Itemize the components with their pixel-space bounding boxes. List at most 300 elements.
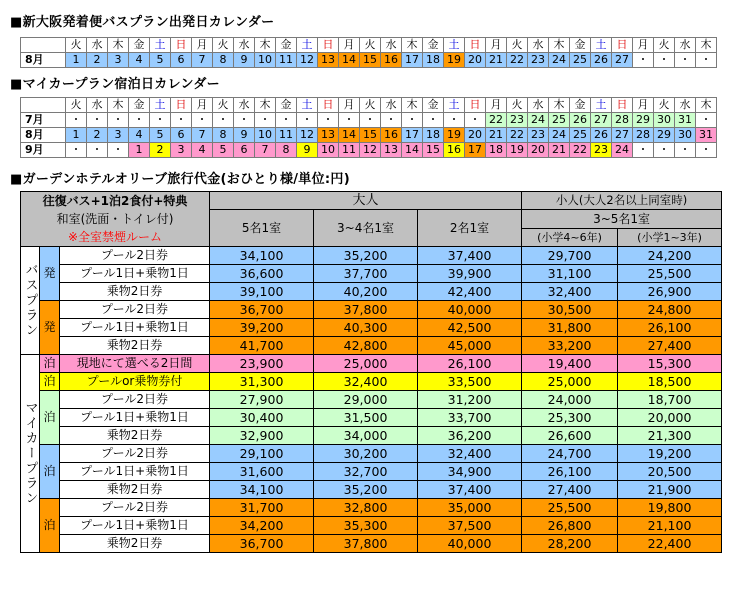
calendar-day-cell: 29: [633, 113, 654, 128]
price-cell: 41,700: [210, 337, 314, 355]
price-row: [21, 535, 722, 553]
price-cell: 34,100: [210, 481, 314, 499]
price-cell: 26,100: [522, 463, 618, 481]
price-cell: 18,700: [618, 391, 722, 409]
price-table-title: ■ガーデンホテルオリーブ旅行代金(おひとり様/単位:円): [10, 172, 350, 187]
price-cell: 20,000: [618, 409, 722, 427]
price-row: [21, 391, 722, 409]
weekday-cell: 金: [423, 38, 444, 53]
calendar-month-row: [21, 143, 717, 158]
price-cell: 31,800: [522, 319, 618, 337]
weekday-cell: 火: [360, 98, 381, 113]
calendar-day-cell: 1: [129, 143, 150, 158]
weekday-cell: 土: [444, 98, 465, 113]
bus-calendar-table: [20, 37, 717, 68]
calendar-day-cell: 13: [318, 53, 339, 68]
calendar-day-cell: 14: [402, 143, 423, 158]
weekday-cell: 土: [297, 38, 318, 53]
adult-room-header-3: 2名1室: [418, 210, 522, 247]
price-cell: 25,000: [314, 355, 418, 373]
calendar-day-cell: 11: [276, 128, 297, 143]
price-cell: 31,300: [210, 373, 314, 391]
calendar-day-cell: ・: [276, 113, 297, 128]
price-cell: 39,200: [210, 319, 314, 337]
price-row: [21, 355, 722, 373]
price-cell: 37,800: [314, 535, 418, 553]
price-cell: 32,400: [522, 283, 618, 301]
calendar-day-cell: ・: [150, 113, 171, 128]
weekday-cell: 木: [255, 98, 276, 113]
calendar-day-cell: ・: [192, 113, 213, 128]
calendar-day-cell: ・: [108, 143, 129, 158]
calendar-day-cell: ・: [213, 113, 234, 128]
calendar-day-cell: 24: [549, 53, 570, 68]
weekday-cell: 木: [108, 38, 129, 53]
calendar-day-cell: 23: [528, 53, 549, 68]
weekday-cell: 金: [423, 98, 444, 113]
calendar-day-cell: 17: [402, 53, 423, 68]
weekday-cell: 水: [381, 38, 402, 53]
weekday-cell: 水: [381, 98, 402, 113]
child-grade-header-1: (小学4~6年): [522, 229, 618, 247]
calendar-month-row: [21, 113, 717, 128]
calendar-month-row: [21, 128, 717, 143]
price-cell: 24,200: [618, 247, 722, 265]
price-cell: 33,200: [522, 337, 618, 355]
calendar-day-cell: 22: [486, 113, 507, 128]
calendar-day-cell: 11: [339, 143, 360, 158]
weekday-cell: 木: [402, 38, 423, 53]
adult-room-header-2: 3~4名1室: [314, 210, 418, 247]
calendar-day-cell: 13: [318, 128, 339, 143]
calendar-day-cell: ・: [675, 53, 696, 68]
weekday-cell: 月: [192, 98, 213, 113]
calendar-day-cell: 24: [528, 113, 549, 128]
calendar-day-cell: ・: [633, 53, 654, 68]
calendar-day-cell: 10: [318, 143, 339, 158]
price-cell: 36,200: [418, 427, 522, 445]
calendar-day-cell: 23: [528, 128, 549, 143]
child-room-header: 3~5名1室: [522, 210, 722, 229]
calendar-day-cell: 31: [675, 113, 696, 128]
stay-mark: 泊: [40, 445, 60, 499]
calendar-day-cell: 23: [591, 143, 612, 158]
calendar-day-cell: 6: [234, 143, 255, 158]
ticket-label: 乗物2日券: [60, 481, 210, 499]
calendar-day-cell: 15: [360, 128, 381, 143]
calendar-day-cell: ・: [444, 113, 465, 128]
ticket-label: 乗物2日券: [60, 283, 210, 301]
calendar-day-cell: 12: [360, 143, 381, 158]
adult-room-header-1: 5名1室: [210, 210, 314, 247]
calendar-day-cell: ・: [654, 53, 675, 68]
price-cell: 37,500: [418, 517, 522, 535]
calendar-day-cell: ・: [633, 143, 654, 158]
calendar-day-cell: 1: [66, 53, 87, 68]
calendar-day-cell: ・: [66, 143, 87, 158]
calendar-day-cell: 21: [486, 128, 507, 143]
price-row: [21, 265, 722, 283]
price-cell: 33,500: [418, 373, 522, 391]
price-row: [21, 409, 722, 427]
weekday-cell: 日: [612, 98, 633, 113]
price-cell: 34,100: [210, 247, 314, 265]
price-row: [21, 517, 722, 535]
weekday-cell: 月: [339, 38, 360, 53]
ticket-label: プール1日+乗物1日: [60, 409, 210, 427]
calendar-day-cell: 22: [570, 143, 591, 158]
plan-description-header: [21, 192, 210, 247]
calendar-day-cell: 18: [423, 128, 444, 143]
departure-mark: 発: [40, 247, 60, 301]
weekday-cell: 土: [591, 98, 612, 113]
price-cell: 32,800: [314, 499, 418, 517]
calendar-day-cell: 5: [150, 128, 171, 143]
calendar-day-cell: ・: [339, 113, 360, 128]
child-header: 小人(大人2名以上同室時): [522, 192, 722, 210]
bus-calendar-title: ■新大阪発着便バスプラン出発日カレンダー: [10, 15, 275, 30]
price-row: [21, 319, 722, 337]
calendar-day-cell: ・: [129, 113, 150, 128]
calendar-day-cell: 15: [423, 143, 444, 158]
price-cell: 29,700: [522, 247, 618, 265]
calendar-day-cell: 3: [171, 143, 192, 158]
weekday-cell: 水: [87, 38, 108, 53]
price-cell: 37,700: [314, 265, 418, 283]
calendar-day-cell: 22: [507, 53, 528, 68]
weekday-cell: 火: [507, 98, 528, 113]
price-cell: 27,400: [522, 481, 618, 499]
calendar-day-cell: ・: [66, 113, 87, 128]
price-cell: 27,900: [210, 391, 314, 409]
departure-mark: 発: [40, 301, 60, 355]
calendar-day-cell: 25: [570, 53, 591, 68]
weekday-cell: 木: [696, 38, 717, 53]
weekday-cell: 水: [87, 98, 108, 113]
weekday-cell: 月: [633, 38, 654, 53]
car-calendar-title: ■マイカープラン宿泊日カレンダー: [10, 77, 220, 92]
price-cell: 27,400: [618, 337, 722, 355]
weekday-cell: 土: [150, 98, 171, 113]
calendar-day-cell: 4: [129, 128, 150, 143]
weekday-cell: 金: [129, 98, 150, 113]
calendar-day-cell: ・: [234, 113, 255, 128]
weekday-cell: 金: [570, 38, 591, 53]
calendar-day-cell: ・: [696, 53, 717, 68]
weekday-cell: 土: [297, 98, 318, 113]
calendar-day-cell: ・: [108, 113, 129, 128]
weekday-cell: 火: [66, 98, 87, 113]
weekday-cell: 日: [612, 38, 633, 53]
ticket-label: プール2日券: [60, 391, 210, 409]
calendar-day-cell: 12: [297, 128, 318, 143]
price-cell: 21,300: [618, 427, 722, 445]
price-cell: 26,900: [618, 283, 722, 301]
calendar-day-cell: 3: [108, 53, 129, 68]
price-row: [21, 283, 722, 301]
price-cell: 39,900: [418, 265, 522, 283]
ticket-label: 乗物2日券: [60, 427, 210, 445]
calendar-day-cell: 6: [171, 128, 192, 143]
calendar-day-cell: 27: [612, 128, 633, 143]
calendar-day-cell: 19: [444, 128, 465, 143]
calendar-day-cell: 17: [465, 143, 486, 158]
month-label: 8月: [21, 53, 66, 68]
ticket-label: プール1日+乗物1日: [60, 319, 210, 337]
calendar-day-cell: 6: [171, 53, 192, 68]
price-cell: 31,200: [418, 391, 522, 409]
weekday-cell: 日: [465, 38, 486, 53]
adult-header: 大人: [210, 192, 522, 210]
calendar-day-cell: 30: [654, 113, 675, 128]
calendar-corner: [21, 38, 66, 53]
price-cell: 21,900: [618, 481, 722, 499]
price-cell: 20,500: [618, 463, 722, 481]
price-cell: 31,500: [314, 409, 418, 427]
calendar-day-cell: 14: [339, 128, 360, 143]
price-cell: 37,400: [418, 247, 522, 265]
price-cell: 23,900: [210, 355, 314, 373]
calendar-day-cell: 9: [297, 143, 318, 158]
calendar-day-cell: 16: [444, 143, 465, 158]
calendar-day-cell: ・: [360, 113, 381, 128]
weekday-cell: 月: [486, 38, 507, 53]
calendar-day-cell: 19: [444, 53, 465, 68]
calendar-day-cell: ・: [255, 113, 276, 128]
calendar-day-cell: ・: [423, 113, 444, 128]
calendar-day-cell: 3: [108, 128, 129, 143]
weekday-cell: 木: [402, 98, 423, 113]
weekday-cell: 木: [108, 98, 129, 113]
price-cell: 26,800: [522, 517, 618, 535]
price-cell: 19,800: [618, 499, 722, 517]
ticket-label: プール2日券: [60, 445, 210, 463]
month-label: 7月: [21, 113, 66, 128]
calendar-day-cell: 23: [507, 113, 528, 128]
calendar-day-cell: 4: [129, 53, 150, 68]
price-cell: 35,300: [314, 517, 418, 535]
weekday-cell: 水: [528, 38, 549, 53]
price-cell: 29,000: [314, 391, 418, 409]
price-cell: 39,100: [210, 283, 314, 301]
price-cell: 25,300: [522, 409, 618, 427]
ticket-label: 乗物2日券: [60, 535, 210, 553]
child-grade-header-2: (小学1~3年): [618, 229, 722, 247]
price-cell: 22,400: [618, 535, 722, 553]
price-cell: 15,300: [618, 355, 722, 373]
weekday-cell: 木: [549, 38, 570, 53]
price-row: [21, 445, 722, 463]
weekday-cell: 金: [276, 38, 297, 53]
weekday-cell: 月: [633, 98, 654, 113]
calendar-day-cell: 21: [549, 143, 570, 158]
price-cell: 30,200: [314, 445, 418, 463]
calendar-day-cell: 21: [486, 53, 507, 68]
price-cell: 31,700: [210, 499, 314, 517]
calendar-day-cell: ・: [87, 113, 108, 128]
calendar-corner: [21, 98, 66, 113]
calendar-day-cell: ・: [675, 143, 696, 158]
calendar-day-cell: ・: [318, 113, 339, 128]
calendar-day-cell: 7: [255, 143, 276, 158]
weekday-cell: 日: [171, 38, 192, 53]
calendar-day-cell: ・: [402, 113, 423, 128]
calendar-day-cell: 26: [591, 128, 612, 143]
price-cell: 24,000: [522, 391, 618, 409]
calendar-day-cell: 5: [213, 143, 234, 158]
weekday-cell: 水: [234, 38, 255, 53]
weekday-cell: 木: [255, 38, 276, 53]
price-row: [21, 499, 722, 517]
price-cell: 42,500: [418, 319, 522, 337]
calendar-day-cell: 5: [150, 53, 171, 68]
calendar-day-cell: 19: [507, 143, 528, 158]
weekday-cell: 木: [549, 98, 570, 113]
calendar-day-cell: 22: [507, 128, 528, 143]
weekday-cell: 日: [318, 38, 339, 53]
price-row: [21, 463, 722, 481]
weekday-cell: 土: [150, 38, 171, 53]
calendar-day-cell: ・: [297, 113, 318, 128]
weekday-cell: 金: [276, 98, 297, 113]
ticket-label: 乗物2日券: [60, 337, 210, 355]
calendar-day-cell: ・: [465, 113, 486, 128]
ticket-label: プール1日+乗物1日: [60, 265, 210, 283]
price-row: [21, 337, 722, 355]
price-cell: 30,500: [522, 301, 618, 319]
weekday-cell: 月: [486, 98, 507, 113]
plan-description-line2: 和室(洗面・トイレ付): [56, 212, 174, 226]
calendar-day-cell: 10: [255, 128, 276, 143]
price-cell: 35,000: [418, 499, 522, 517]
calendar-day-cell: 20: [465, 128, 486, 143]
bus-plan-label: バスプラン: [21, 247, 40, 355]
calendar-day-cell: 9: [234, 53, 255, 68]
price-cell: 32,400: [314, 373, 418, 391]
ticket-label: 現地にて選べる2日間: [60, 355, 210, 373]
price-cell: 31,600: [210, 463, 314, 481]
stay-mark: 泊: [40, 355, 60, 373]
calendar-day-cell: 2: [87, 128, 108, 143]
price-cell: 36,700: [210, 301, 314, 319]
weekday-cell: 火: [66, 38, 87, 53]
price-table: [20, 191, 722, 553]
calendar-day-cell: ・: [654, 143, 675, 158]
ticket-label: プール2日券: [60, 247, 210, 265]
calendar-day-cell: 16: [381, 128, 402, 143]
price-cell: 40,200: [314, 283, 418, 301]
price-cell: 29,100: [210, 445, 314, 463]
calendar-day-cell: 18: [486, 143, 507, 158]
calendar-day-cell: ・: [87, 143, 108, 158]
ticket-label: プール1日+乗物1日: [60, 517, 210, 535]
calendar-day-cell: 7: [192, 128, 213, 143]
calendar-day-cell: 20: [528, 143, 549, 158]
calendar-day-cell: ・: [696, 113, 717, 128]
price-cell: 42,400: [418, 283, 522, 301]
ticket-label: プール1日+乗物1日: [60, 463, 210, 481]
weekday-cell: 火: [507, 38, 528, 53]
calendar-day-cell: 8: [213, 53, 234, 68]
calendar-day-cell: 11: [276, 53, 297, 68]
calendar-day-cell: 2: [87, 53, 108, 68]
price-cell: 40,000: [418, 301, 522, 319]
weekday-cell: 金: [129, 38, 150, 53]
weekday-cell: 火: [654, 98, 675, 113]
price-cell: 24,800: [618, 301, 722, 319]
price-cell: 32,700: [314, 463, 418, 481]
price-cell: 32,400: [418, 445, 522, 463]
weekday-cell: 土: [444, 38, 465, 53]
price-row: [21, 301, 722, 319]
calendar-day-cell: 4: [192, 143, 213, 158]
calendar-day-cell: 13: [381, 143, 402, 158]
weekday-cell: 水: [528, 98, 549, 113]
month-label: 9月: [21, 143, 66, 158]
price-cell: 33,700: [418, 409, 522, 427]
price-cell: 19,400: [522, 355, 618, 373]
car-plan-label: マイカープラン: [21, 355, 40, 553]
calendar-day-cell: 24: [612, 143, 633, 158]
calendar-day-cell: 27: [591, 113, 612, 128]
price-cell: 30,400: [210, 409, 314, 427]
price-cell: 21,100: [618, 517, 722, 535]
weekday-cell: 日: [318, 98, 339, 113]
calendar-day-cell: 15: [360, 53, 381, 68]
ticket-label: プールor乗物券付: [60, 373, 210, 391]
price-cell: 40,300: [314, 319, 418, 337]
weekday-row: [21, 38, 717, 53]
ticket-label: プール2日券: [60, 499, 210, 517]
price-row: [21, 481, 722, 499]
price-cell: 35,200: [314, 481, 418, 499]
price-cell: 34,200: [210, 517, 314, 535]
calendar-day-cell: 25: [549, 113, 570, 128]
calendar-day-cell: 24: [549, 128, 570, 143]
plan-description-line1: 往復バス+1泊2食付+特典: [42, 194, 188, 208]
ticket-label: プール2日券: [60, 301, 210, 319]
price-cell: 24,700: [522, 445, 618, 463]
weekday-row: [21, 98, 717, 113]
calendar-day-cell: 30: [675, 128, 696, 143]
calendar-day-cell: 26: [570, 113, 591, 128]
weekday-cell: 土: [591, 38, 612, 53]
calendar-day-cell: 12: [297, 53, 318, 68]
price-cell: 26,100: [418, 355, 522, 373]
price-cell: 18,500: [618, 373, 722, 391]
calendar-day-cell: 1: [66, 128, 87, 143]
weekday-cell: 火: [213, 38, 234, 53]
price-row: [21, 427, 722, 445]
price-cell: 31,100: [522, 265, 618, 283]
calendar-day-cell: 16: [381, 53, 402, 68]
calendar-day-cell: 14: [339, 53, 360, 68]
price-cell: 19,200: [618, 445, 722, 463]
calendar-day-cell: 8: [276, 143, 297, 158]
price-cell: 45,000: [418, 337, 522, 355]
calendar-day-cell: ・: [696, 143, 717, 158]
weekday-cell: 金: [570, 98, 591, 113]
stay-mark: 泊: [40, 499, 60, 553]
weekday-cell: 木: [696, 98, 717, 113]
price-cell: 37,400: [418, 481, 522, 499]
weekday-cell: 日: [171, 98, 192, 113]
calendar-day-cell: 17: [402, 128, 423, 143]
calendar-day-cell: 26: [591, 53, 612, 68]
calendar-day-cell: 20: [465, 53, 486, 68]
price-cell: 40,000: [418, 535, 522, 553]
price-row: [21, 247, 722, 265]
